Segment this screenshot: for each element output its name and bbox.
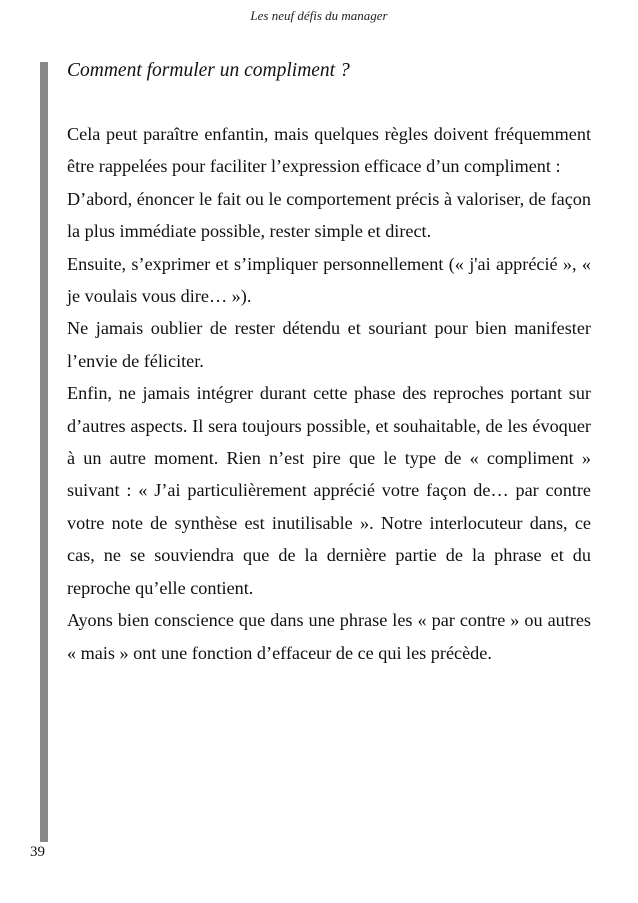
body-text [67,118,591,669]
margin-bar [40,62,48,842]
section-title: Comment formuler un compliment ? [67,60,350,81]
paragraph: D’abord, énoncer le fait ou le comportement précis à valoriser, de façon la plus immédiate possible, rester simple et direct. [67,188,591,242]
paragraph: Enfin, ne jamais intégrer durant cette phase des reproches portant sur d’autres aspects. Il sera toujours possible, et souhaitable, de les évoquer à un autre moment. Rien n’est pire que le type de « compliment » suivant : « J’ai particulièrement apprécié votre façon de… par contre votre note de synthèse est inutilisable ». Notre interlocuteur dans, ce cas, ne se souviendra que de la dernière partie de la phrase et du reproche qu’elle contient. [67,383,591,598]
page-number: 39 [30,844,45,860]
paragraph: Ne jamais oublier de rester détendu et souriant pour bien manifester l’envie de féliciter. [67,318,591,371]
paragraph: Ensuite, s’exprimer et s’impliquer personnellement (« j'ai apprécié », « je voulais vous dire… »). [67,253,591,307]
paragraph: Cela peut paraître enfantin, mais quelques règles doivent fréquemment être rappelées pour faciliter l’expression efficace d’un compliment : [67,124,591,177]
running-header: Les neuf défis du manager [250,8,388,23]
paragraph: Ayons bien conscience que dans une phrase les « par contre » ou autres « mais » ont une fonction d’effaceur de ce qui les précède. [67,610,591,663]
